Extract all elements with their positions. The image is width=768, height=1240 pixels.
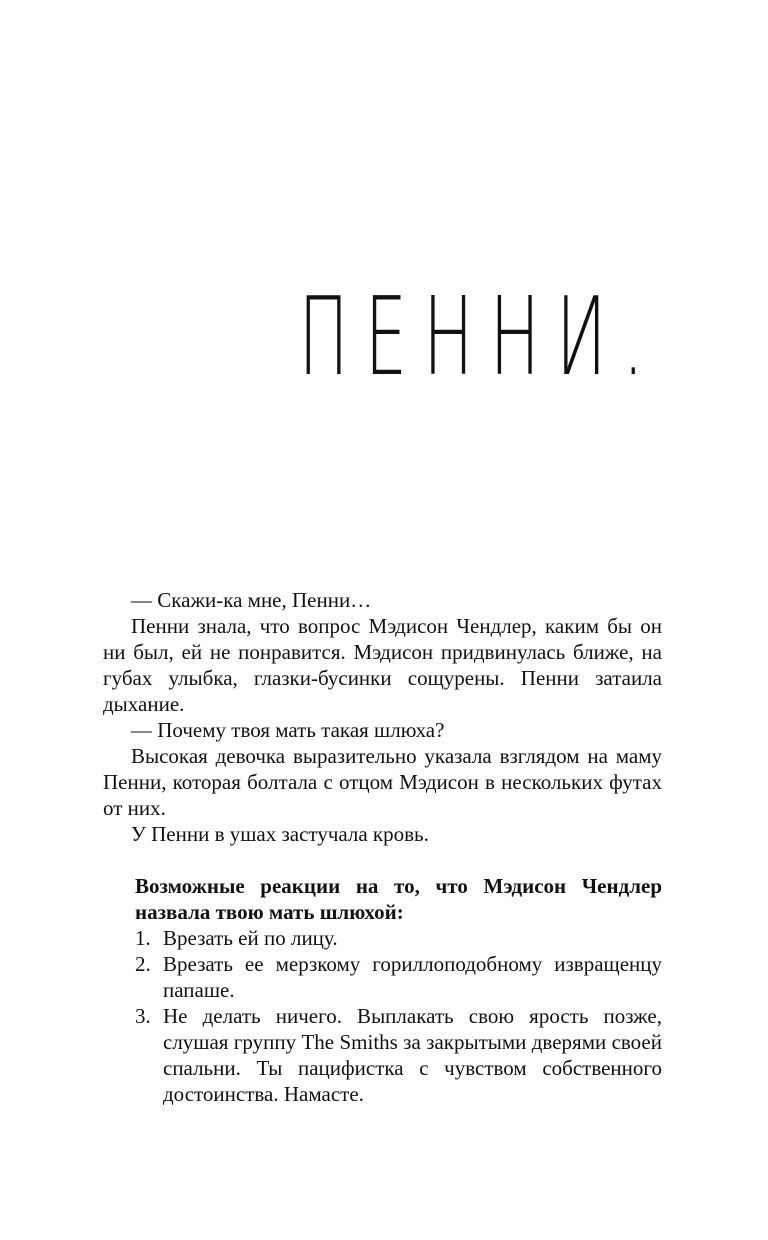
reactions-box — [135, 873, 662, 1107]
paragraph: Пенни знала, что вопрос Мэдисон Чендлер, каким бы он ни был, ей не понравится. Мэдисон придвинулась ближе, на губах улыбка, глазки-бусинки сощурены. Пенни затаила дыхание. — [103, 614, 662, 716]
reaction-text: Врезать ей по лицу. — [163, 926, 338, 950]
paragraph: — Скажи-ка мне, Пенни… — [131, 588, 372, 612]
reaction-number: 1. — [135, 926, 151, 950]
paragraph: У Пенни в ушах застучала кровь. — [131, 822, 429, 846]
reaction-text: Не делать ничего. Выплакать свою ярость позже, слушая группу The Smiths за закрытыми дверями своей спальни. Ты пацифистка с чувством собственного достоинства. Намасте. — [163, 1004, 662, 1106]
body-text — [103, 587, 662, 847]
chapter-title: ПЕННИ. — [298, 275, 660, 400]
reactions-list — [135, 925, 662, 1107]
reaction-text: Врезать ее мерзкому гориллоподобному извращенцу папаше. — [163, 952, 662, 1002]
reaction-number: 3. — [135, 1004, 151, 1028]
paragraph: Высокая девочка выразительно указала взглядом на маму Пенни, которая болтала с отцом Мэдисон в нескольких футах от них. — [103, 744, 662, 820]
reaction-item — [135, 925, 662, 951]
paragraph: — Почему твоя мать такая шлюха? — [131, 718, 445, 742]
reaction-number: 2. — [135, 952, 151, 976]
reactions-heading: Возможные реакции на то, что Мэдисон Чендлер назвала твою мать шлюхой: — [135, 874, 662, 924]
reaction-item — [135, 1003, 662, 1107]
reaction-item — [135, 951, 662, 1003]
